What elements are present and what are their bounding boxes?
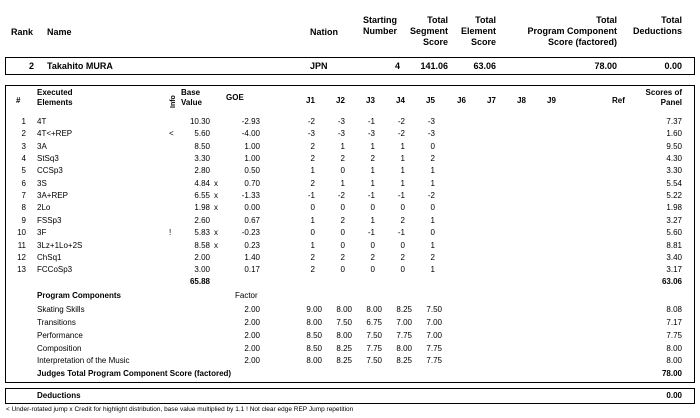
judge-3-header: J3 bbox=[366, 96, 375, 105]
skater-nation: JPN bbox=[310, 61, 328, 71]
element-number: 1 bbox=[21, 117, 26, 126]
element-number: 10 bbox=[17, 228, 26, 238]
element-judge-4-score: 1 bbox=[400, 154, 405, 164]
element-panel-score: 3.30 bbox=[666, 166, 682, 176]
element-judge-2-score: 2 bbox=[340, 154, 345, 164]
component-panel-score: 7.17 bbox=[666, 317, 682, 327]
component-judge-2-score: 8.25 bbox=[336, 343, 352, 353]
component-judge-2-score: 8.00 bbox=[336, 330, 352, 340]
component-judge-4-score: 7.75 bbox=[396, 330, 412, 340]
element-judge-5-score: 0 bbox=[430, 141, 435, 151]
element-code: 3F bbox=[37, 228, 47, 238]
table-row bbox=[0, 264, 700, 276]
component-name: Performance bbox=[37, 330, 83, 340]
skater-starting-number: 4 bbox=[394, 61, 400, 71]
total-element-score-header: Total Element Score bbox=[460, 15, 496, 47]
skater-program-component-score: 78.00 bbox=[594, 61, 617, 71]
base-value-header: Base Value bbox=[181, 88, 202, 107]
element-goe: 0.67 bbox=[244, 215, 260, 225]
element-judge-3-score: -1 bbox=[367, 117, 375, 126]
element-judge-3-score: 1 bbox=[370, 215, 375, 225]
element-base-value: 8.58 bbox=[194, 240, 210, 250]
element-judge-4-score: 0 bbox=[400, 265, 405, 275]
component-judge-3-score: 7.50 bbox=[366, 356, 382, 366]
element-judge-2-score: 0 bbox=[340, 166, 345, 176]
component-judge-1-score: 8.00 bbox=[306, 356, 322, 366]
element-panel-score: 3.17 bbox=[666, 265, 682, 275]
element-judge-5-score: 1 bbox=[430, 215, 435, 225]
element-number: 8 bbox=[21, 203, 26, 213]
skater-total-element-score: 63.06 bbox=[473, 61, 496, 71]
skater-name: Takahito MURA bbox=[47, 61, 113, 71]
element-judge-5-score: 2 bbox=[430, 252, 435, 262]
deductions-label: Deductions bbox=[37, 391, 81, 400]
element-code: 2Lo bbox=[37, 203, 51, 213]
total-deductions-header: Total Deductions bbox=[632, 15, 682, 36]
element-number: 2 bbox=[21, 129, 26, 139]
judge-9-header: J9 bbox=[547, 96, 556, 105]
element-goe: 0.23 bbox=[244, 240, 260, 250]
element-code: 3Lz+1Lo+2S bbox=[37, 240, 83, 250]
element-judge-3-score: -1 bbox=[367, 228, 375, 238]
element-judge-3-score: 1 bbox=[370, 166, 375, 176]
component-factor: 2.00 bbox=[244, 343, 260, 353]
component-judge-5-score: 7.75 bbox=[426, 356, 442, 366]
element-base-value: 2.80 bbox=[194, 166, 210, 176]
table-row bbox=[0, 178, 700, 190]
table-row bbox=[0, 116, 700, 128]
component-judge-3-score: 7.50 bbox=[366, 330, 382, 340]
component-judge-1-score: 8.50 bbox=[306, 330, 322, 340]
element-judge-2-score: 0 bbox=[340, 228, 345, 238]
component-judge-2-score: 8.00 bbox=[336, 305, 352, 314]
element-code: 4T<+REP bbox=[37, 129, 73, 139]
program-component-score-header: Total Program Component Score (factored) bbox=[527, 15, 617, 47]
table-row bbox=[0, 240, 700, 252]
component-judge-4-score: 8.00 bbox=[396, 343, 412, 353]
element-judge-2-score: -3 bbox=[337, 129, 345, 139]
element-base-value: 2.00 bbox=[194, 252, 210, 262]
table-row bbox=[0, 153, 700, 165]
element-judge-4-score: 1 bbox=[400, 166, 405, 176]
element-number: 6 bbox=[21, 178, 26, 188]
element-base-value: 5.83 bbox=[194, 228, 210, 238]
element-judge-2-score: -3 bbox=[337, 117, 345, 126]
component-panel-score: 8.00 bbox=[666, 356, 682, 366]
element-code: FSSp3 bbox=[37, 215, 62, 225]
element-judge-5-score: 1 bbox=[430, 240, 435, 250]
element-goe: -0.23 bbox=[241, 228, 260, 238]
component-judge-5-score: 7.00 bbox=[426, 330, 442, 340]
element-code: StSq3 bbox=[37, 154, 59, 164]
element-judge-5-score: 2 bbox=[430, 154, 435, 164]
components-title: Program Components bbox=[37, 291, 122, 300]
element-number-header: # bbox=[16, 96, 21, 105]
element-judge-3-score: 0 bbox=[370, 265, 375, 275]
element-panel-score: 1.60 bbox=[666, 129, 682, 139]
scores-of-panel-header: Scores of Panel bbox=[645, 88, 682, 107]
component-judge-4-score: 8.25 bbox=[396, 305, 412, 314]
element-judge-2-score: 0 bbox=[340, 203, 345, 213]
element-judge-4-score: 0 bbox=[400, 240, 405, 250]
element-judge-2-score: 2 bbox=[340, 215, 345, 225]
element-judge-1-score: -1 bbox=[307, 191, 315, 201]
table-row bbox=[0, 252, 700, 264]
component-panel-score: 8.08 bbox=[666, 305, 682, 314]
element-judge-4-score: 2 bbox=[400, 215, 405, 225]
component-row bbox=[0, 355, 700, 367]
element-panel-score: 3.27 bbox=[666, 215, 682, 225]
element-goe: 1.00 bbox=[244, 154, 260, 164]
component-row bbox=[0, 317, 700, 329]
element-judge-1-score: 2 bbox=[310, 141, 315, 151]
element-goe: 1.40 bbox=[244, 252, 260, 262]
skater-total-segment-score: 141.06 bbox=[420, 61, 448, 71]
skater-rank: 2 bbox=[29, 61, 35, 71]
table-row bbox=[0, 128, 700, 140]
table-row bbox=[0, 227, 700, 239]
judge-7-header: J7 bbox=[487, 96, 496, 105]
table-row bbox=[0, 215, 700, 227]
element-judge-5-score: -3 bbox=[427, 117, 435, 126]
element-bonus-marker: x bbox=[214, 178, 218, 188]
element-judge-4-score: 0 bbox=[400, 203, 405, 213]
goe-header: GOE bbox=[226, 93, 244, 102]
element-judge-2-score: 1 bbox=[340, 178, 345, 188]
element-judge-3-score: -3 bbox=[367, 129, 375, 139]
element-panel-score: 5.22 bbox=[666, 191, 682, 201]
deductions-value: 0.00 bbox=[666, 391, 682, 400]
element-base-value: 6.55 bbox=[194, 191, 210, 201]
component-factor: 2.00 bbox=[244, 356, 260, 366]
element-base-value: 5.60 bbox=[194, 129, 210, 139]
element-judge-4-score: -2 bbox=[397, 129, 405, 139]
element-info: < bbox=[169, 129, 174, 139]
component-judge-1-score: 8.00 bbox=[306, 317, 322, 327]
element-judge-3-score: 2 bbox=[370, 154, 375, 164]
component-factor: 2.00 bbox=[244, 305, 260, 314]
element-panel-score: 8.81 bbox=[666, 240, 682, 250]
component-judge-1-score: 8.50 bbox=[306, 343, 322, 353]
judge-2-header: J2 bbox=[336, 96, 345, 105]
element-goe: -4.00 bbox=[241, 129, 260, 139]
judge-8-header: J8 bbox=[517, 96, 526, 105]
element-judge-5-score: 1 bbox=[430, 178, 435, 188]
component-name: Composition bbox=[37, 343, 82, 353]
executed-elements-header: Executed Elements bbox=[37, 88, 73, 107]
element-panel-score: 1.98 bbox=[666, 203, 682, 213]
element-base-value: 8.50 bbox=[194, 141, 210, 151]
element-number: 7 bbox=[21, 191, 26, 201]
element-bonus-marker: x bbox=[214, 228, 218, 238]
components-total-label: Judges Total Program Component Score (factored) bbox=[37, 369, 232, 378]
skater-total-deductions: 0.00 bbox=[664, 61, 682, 71]
component-judge-5-score: 7.75 bbox=[426, 343, 442, 353]
component-judge-5-score: 7.50 bbox=[426, 305, 442, 314]
component-judge-2-score: 7.50 bbox=[336, 317, 352, 327]
component-factor: 2.00 bbox=[244, 330, 260, 340]
element-judge-5-score: 1 bbox=[430, 166, 435, 176]
element-goe: 1.00 bbox=[244, 141, 260, 151]
component-name: Transitions bbox=[37, 317, 76, 327]
component-judge-3-score: 7.75 bbox=[366, 343, 382, 353]
component-name: Skating Skills bbox=[37, 305, 85, 314]
element-judge-3-score: 0 bbox=[370, 240, 375, 250]
component-judge-4-score: 8.25 bbox=[396, 356, 412, 366]
element-code: ChSq1 bbox=[37, 252, 62, 262]
table-row bbox=[0, 190, 700, 202]
element-base-value: 2.60 bbox=[194, 215, 210, 225]
deductions-box bbox=[5, 388, 695, 404]
element-code: 3A bbox=[37, 141, 47, 151]
element-judge-1-score: -2 bbox=[307, 117, 315, 126]
element-bonus-marker: x bbox=[214, 203, 218, 213]
element-judge-1-score: 1 bbox=[310, 166, 315, 176]
ref-header: Ref bbox=[612, 96, 625, 105]
element-judge-1-score: 2 bbox=[310, 252, 315, 262]
component-judge-1-score: 9.00 bbox=[306, 305, 322, 314]
element-number: 13 bbox=[17, 265, 26, 275]
element-code: 4T bbox=[37, 117, 47, 126]
factor-header: Factor bbox=[235, 291, 258, 300]
judge-4-header: J4 bbox=[396, 96, 405, 105]
total-segment-score-header: Total Segment Score bbox=[409, 15, 448, 47]
element-judge-4-score: -2 bbox=[397, 117, 405, 126]
element-panel-score: 9.50 bbox=[666, 141, 682, 151]
element-judge-1-score: 2 bbox=[310, 154, 315, 164]
element-judge-3-score: -1 bbox=[367, 191, 375, 201]
element-base-value: 3.30 bbox=[194, 154, 210, 164]
element-judge-5-score: -2 bbox=[427, 191, 435, 201]
element-judge-5-score: 0 bbox=[430, 228, 435, 238]
element-code: FCCoSp3 bbox=[37, 265, 73, 275]
legend: < Under-rotated jump x Credit for highlight distribution, base value multiplied by 1.1 ! Not clear edge REP Jump repetition bbox=[6, 406, 354, 413]
component-name: Interpretation of the Music bbox=[37, 356, 130, 366]
element-number: 5 bbox=[21, 166, 26, 176]
element-judge-2-score: -2 bbox=[337, 191, 345, 201]
nation-header: Nation bbox=[310, 27, 338, 37]
table-row bbox=[0, 165, 700, 177]
element-judge-2-score: 2 bbox=[340, 252, 345, 262]
element-judge-3-score: 1 bbox=[370, 141, 375, 151]
component-judge-3-score: 8.00 bbox=[366, 305, 382, 314]
element-panel-score: 3.40 bbox=[666, 252, 682, 262]
element-judge-2-score: 0 bbox=[340, 265, 345, 275]
component-row bbox=[0, 343, 700, 355]
elements-panel-total: 63.06 bbox=[661, 277, 682, 286]
element-judge-4-score: 2 bbox=[400, 252, 405, 262]
element-code: CCSp3 bbox=[37, 166, 63, 176]
element-judge-5-score: 0 bbox=[430, 203, 435, 213]
element-panel-score: 7.37 bbox=[666, 117, 682, 126]
element-panel-score: 5.54 bbox=[666, 178, 682, 188]
element-judge-3-score: 1 bbox=[370, 178, 375, 188]
element-judge-1-score: 1 bbox=[310, 215, 315, 225]
element-bonus-marker: x bbox=[214, 240, 218, 250]
element-panel-score: 4.30 bbox=[666, 154, 682, 164]
judge-6-header: J6 bbox=[457, 96, 466, 105]
element-info: ! bbox=[169, 228, 172, 238]
element-goe: 0.70 bbox=[244, 178, 260, 188]
element-code: 3S bbox=[37, 178, 47, 188]
element-number: 11 bbox=[17, 240, 26, 250]
element-number: 12 bbox=[17, 252, 26, 262]
element-base-value: 4.84 bbox=[194, 178, 210, 188]
element-panel-score: 5.60 bbox=[666, 228, 682, 238]
element-judge-2-score: 1 bbox=[340, 141, 345, 151]
element-judge-1-score: 0 bbox=[310, 203, 315, 213]
component-judge-5-score: 7.00 bbox=[426, 317, 442, 327]
element-goe: -1.33 bbox=[241, 191, 260, 201]
name-header: Name bbox=[47, 27, 72, 37]
table-row bbox=[0, 202, 700, 214]
component-judge-2-score: 8.25 bbox=[336, 356, 352, 366]
component-factor: 2.00 bbox=[244, 317, 260, 327]
starting-number-header: Starting Number bbox=[362, 15, 397, 36]
info-header: Info bbox=[170, 95, 177, 108]
element-judge-1-score: -3 bbox=[307, 129, 315, 139]
element-judge-5-score: 1 bbox=[430, 265, 435, 275]
element-code: 3A+REP bbox=[37, 191, 68, 201]
element-goe: 0.50 bbox=[244, 166, 260, 176]
element-judge-1-score: 2 bbox=[310, 265, 315, 275]
rank-header: Rank bbox=[11, 27, 34, 37]
element-judge-1-score: 0 bbox=[310, 228, 315, 238]
element-base-value: 10.30 bbox=[189, 117, 210, 126]
elements-base-total: 65.88 bbox=[189, 277, 210, 286]
element-goe: 0.17 bbox=[244, 265, 260, 275]
element-bonus-marker: x bbox=[214, 191, 218, 201]
element-judge-5-score: -3 bbox=[427, 129, 435, 139]
element-judge-4-score: -1 bbox=[397, 191, 405, 201]
components-total-value: 78.00 bbox=[661, 369, 682, 378]
element-goe: 0.00 bbox=[244, 203, 260, 213]
element-judge-4-score: 1 bbox=[400, 141, 405, 151]
judge-1-header: J1 bbox=[306, 96, 315, 105]
component-panel-score: 8.00 bbox=[666, 343, 682, 353]
element-judge-3-score: 2 bbox=[370, 252, 375, 262]
element-goe: -2.93 bbox=[241, 117, 260, 126]
component-row bbox=[0, 304, 700, 316]
element-judge-4-score: -1 bbox=[397, 228, 405, 238]
element-judge-2-score: 0 bbox=[340, 240, 345, 250]
table-row bbox=[0, 141, 700, 153]
component-judge-4-score: 7.00 bbox=[396, 317, 412, 327]
element-judge-1-score: 1 bbox=[310, 240, 315, 250]
element-number: 9 bbox=[21, 215, 26, 225]
element-judge-4-score: 1 bbox=[400, 178, 405, 188]
element-judge-1-score: 2 bbox=[310, 178, 315, 188]
element-number: 4 bbox=[21, 154, 26, 164]
element-base-value: 3.00 bbox=[194, 265, 210, 275]
element-number: 3 bbox=[21, 141, 26, 151]
element-judge-3-score: 0 bbox=[370, 203, 375, 213]
component-row bbox=[0, 330, 700, 342]
judge-5-header: J5 bbox=[426, 96, 435, 105]
component-judge-3-score: 6.75 bbox=[366, 317, 382, 327]
component-panel-score: 7.75 bbox=[666, 330, 682, 340]
element-base-value: 1.98 bbox=[194, 203, 210, 213]
